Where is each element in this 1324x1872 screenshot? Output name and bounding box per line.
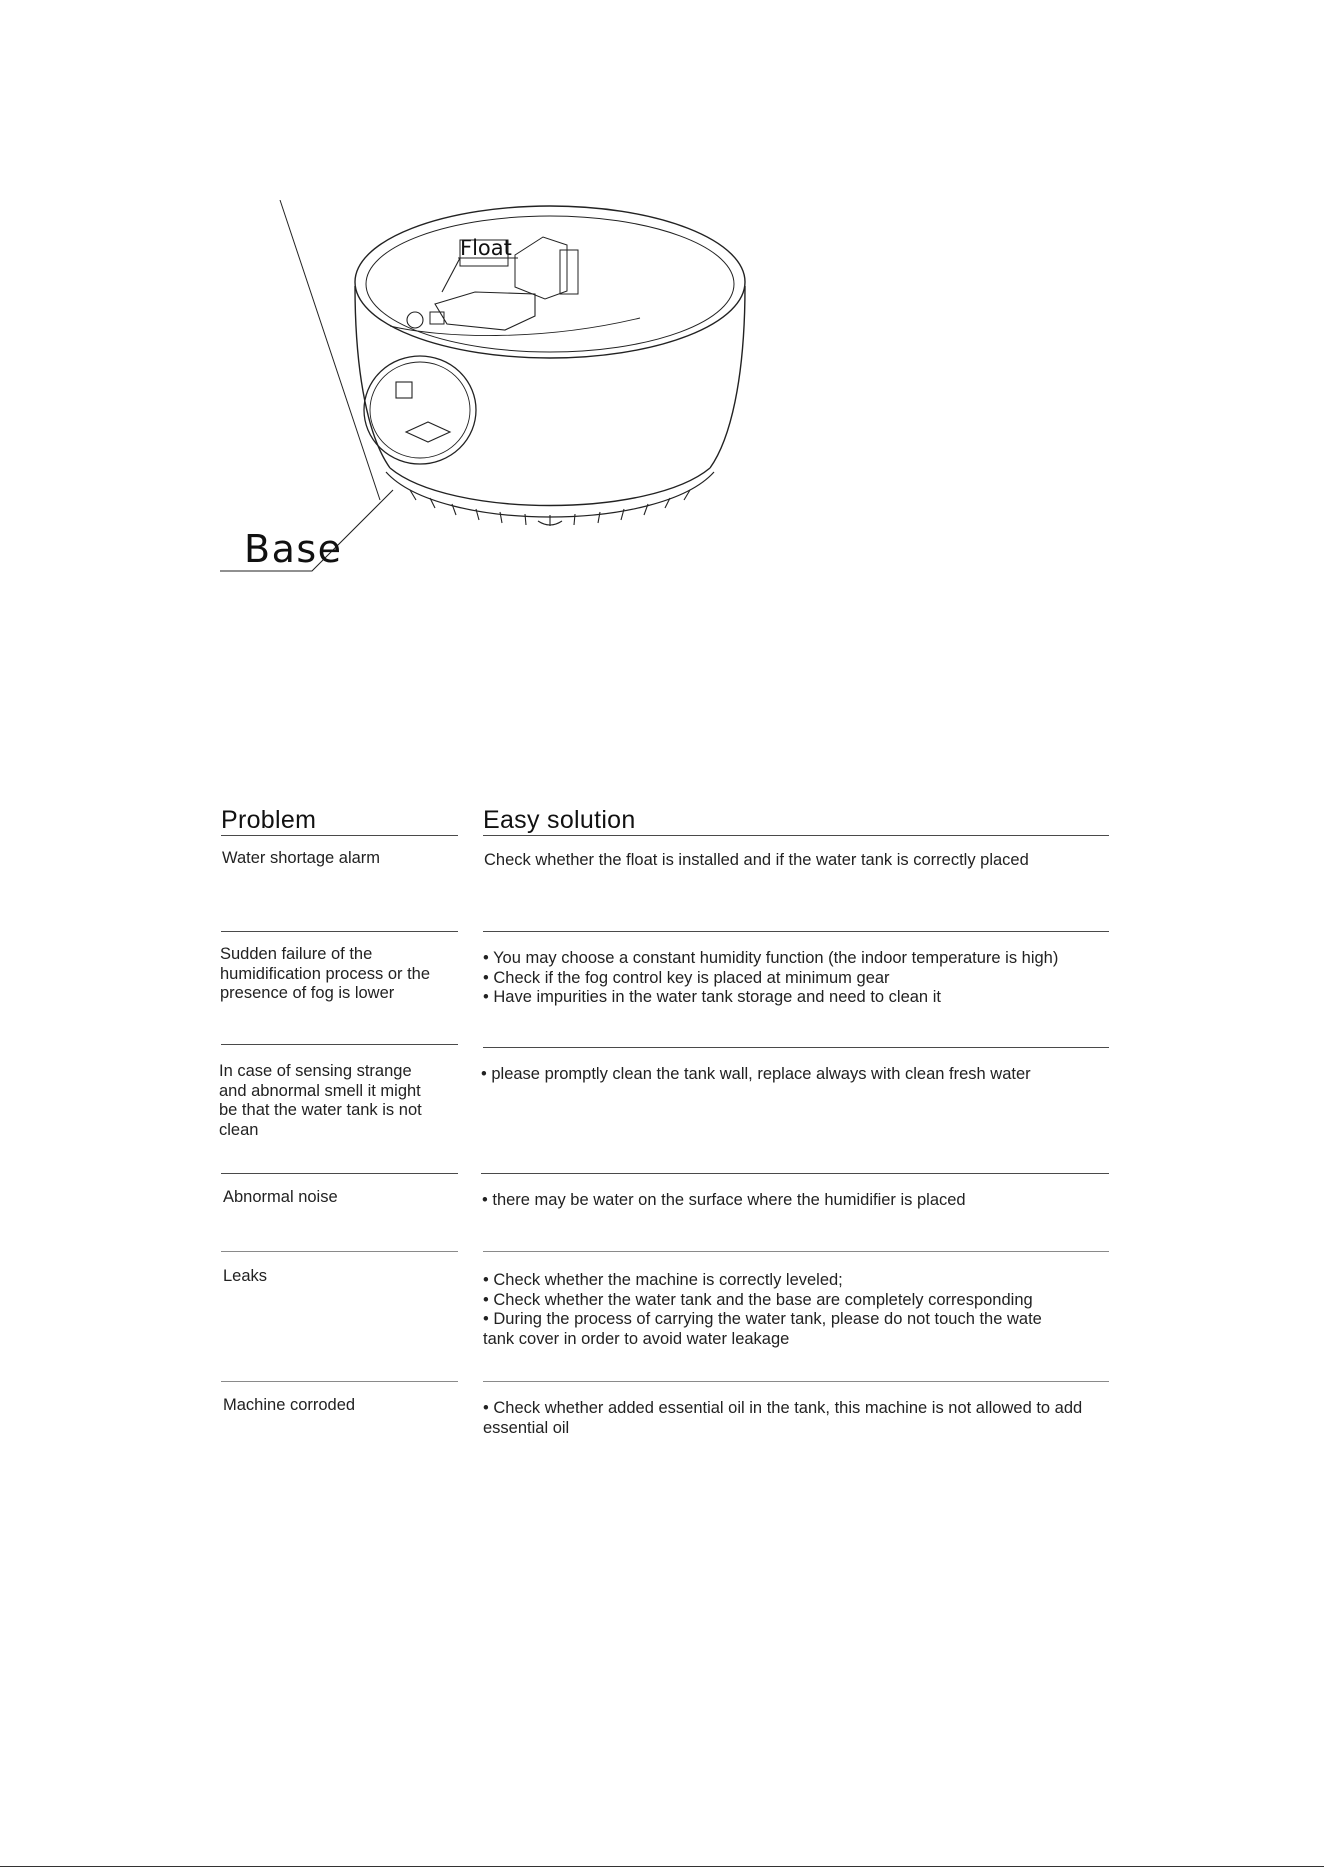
row-5-rule-left: [221, 1381, 458, 1382]
row-2-rule-right: [483, 1047, 1109, 1048]
lower-contour: [390, 468, 710, 506]
row-1-solution: Check whether the float is installed and if the water tank is correctly placed: [484, 851, 1029, 869]
row-2-problem: Sudden failure of the humidification process or the presence of fog is lower: [220, 945, 431, 1002]
header-rule-left: [221, 835, 458, 836]
row-2-rule-left: [221, 1044, 458, 1045]
row-3-rule-left: [221, 1173, 458, 1174]
row-5-solution: • Check whether the machine is correctly leveled; • Check whether the water tank and the base are completely corresponding • During the process of carrying the water tank, please do not touch the wate tank cover in order to avoid water leakage: [483, 1271, 1042, 1348]
row-6-problem: Machine corroded: [223, 1396, 356, 1414]
row-2-solution: • You may choose a constant humidity function (the indoor temperature is high) • Check if the fog control key is placed at minimum gear • Have impurities in the water tank storage and need to clean it: [483, 949, 1059, 1006]
base-drawing: [220, 200, 780, 580]
row-5-problem: Leaks: [223, 1267, 268, 1285]
float-label: Float: [460, 236, 512, 260]
header-rule-right: [483, 835, 1109, 836]
side-window: [364, 356, 476, 464]
row-1-rule-right: [483, 931, 1109, 932]
problem-column-header: Problem: [221, 806, 317, 834]
base-ring: [386, 472, 714, 517]
row-4-rule-left: [221, 1251, 458, 1252]
row-4-problem: Abnormal noise: [223, 1188, 338, 1206]
row-3-problem: In case of sensing strange and abnormal smell it might be that the water tank is not clean: [219, 1062, 422, 1139]
row-1-problem: Water shortage alarm: [222, 849, 381, 867]
float-pointer: [442, 258, 460, 292]
row-1-rule-left: [221, 931, 458, 932]
float-part: [435, 292, 535, 330]
rim-outer: [355, 206, 745, 358]
solution-column-header: Easy solution: [483, 806, 636, 834]
row-3-solution: • please promptly clean the tank wall, replace always with clean fresh water: [481, 1065, 1031, 1083]
row-6-solution: • Check whether added essential oil in the tank, this machine is not allowed to add essential oil: [483, 1399, 1083, 1437]
humidifier-base-diagram: [220, 200, 780, 580]
inner-post: [515, 237, 567, 299]
base-label: Base: [244, 527, 343, 571]
row-3-rule-right: [481, 1173, 1109, 1174]
page-bottom-rule: [0, 1866, 1324, 1867]
row-5-rule-right: [483, 1381, 1109, 1382]
row-4-rule-right: [483, 1251, 1109, 1252]
row-4-solution: • there may be water on the surface where the humidifier is placed: [482, 1191, 966, 1209]
